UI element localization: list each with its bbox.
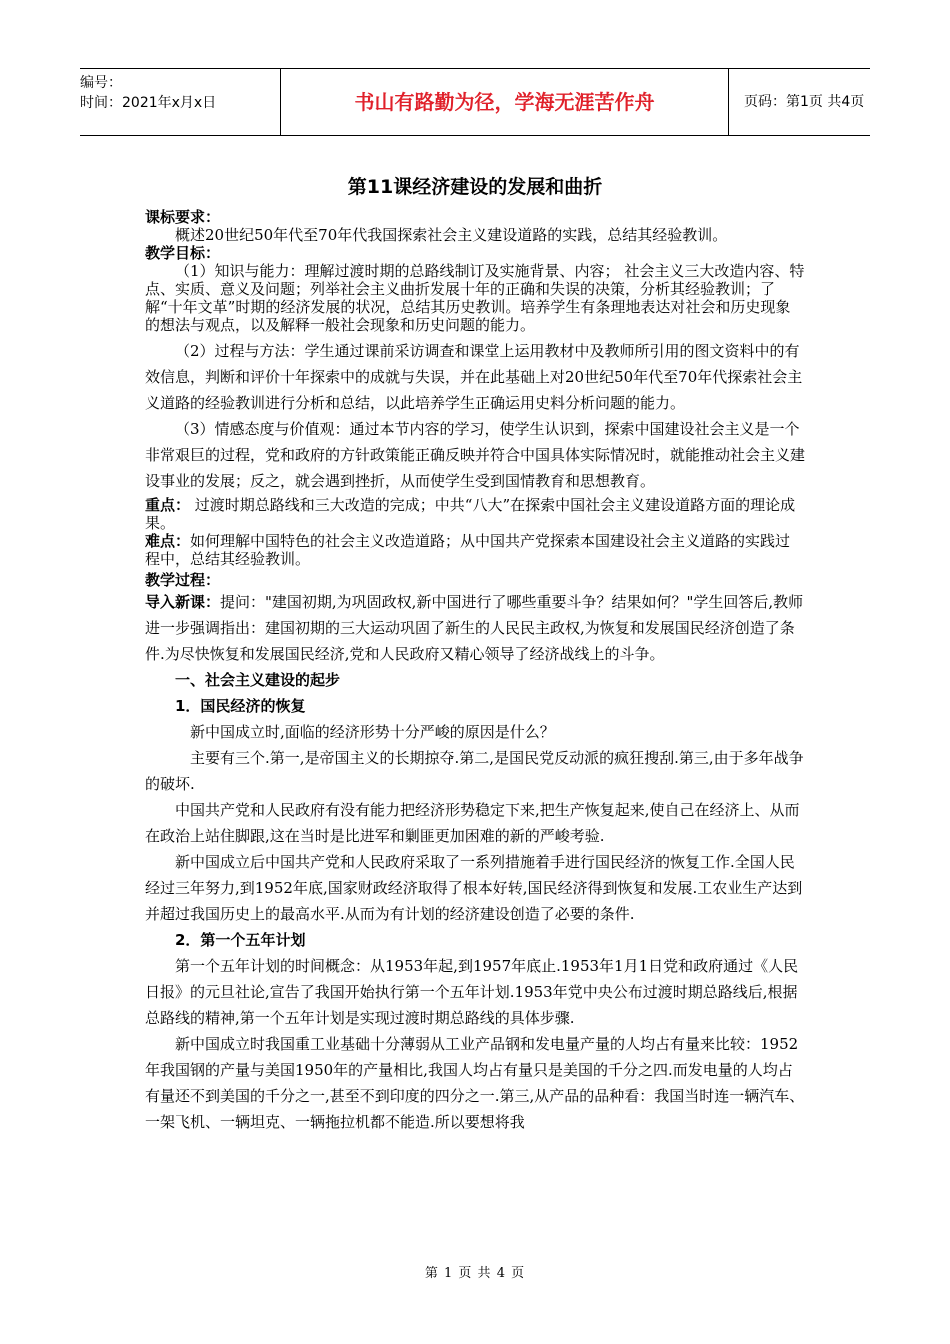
goal-attitude: （3）情感态度与价值观：通过本节内容的学习，使学生认识到，探索中国建设社会主义是一个非常艰巨的过程，党和政府的方针政策能正确反映并符合中国具体实际情况时，就能推动社会主义建设事业的发展；反之，就会遇到挫折，从而使学生受到国情教育和思想教育。 (145, 420, 806, 490)
page-footer: 第 1 页 共 4 页 (424, 1266, 526, 1281)
process-heading: 教学过程： (145, 571, 221, 589)
difficult-label: 难点： (145, 532, 191, 550)
date-label: 时间：2021年x月x日 (80, 95, 217, 111)
difficult-text: 如何理解中国特色的社会主义改造道路；从中国共产党探索本国建设社会主义道路的实践过程中，总结其经验教训。 (145, 532, 791, 568)
code-label: 编号： (80, 75, 122, 91)
goal-process: （2）过程与方法：学生通过课前采访调查和课堂上运用教材中及教师所引用的图文资料中的有效信息，判断和评价十年探索中的成就与失误，并在此基础上对20世纪50年代至70年代探索社会主义道路的经验教训进行分析和总结，以此培养学生正确运用史料分析问题的能力。 (145, 342, 803, 412)
key-label: 重点： (145, 496, 191, 514)
curriculum-text: 概述20世纪50年代至70年代我国探索社会主义建设道路的实践，总结其经验教训。 (175, 226, 728, 244)
page-title: 第11课经济建设的发展和曲折 (347, 176, 603, 198)
paragraph: 新中国成立后中国共产党和人民政府采取了一系列措施着手进行国民经济的恢复工作.全国人民经过三年努力,到1952年底,国家财政经济取得了根本好转,国民经济得到恢复和发展.工农业生产达到并超过我国历史上的最高水平.从而为有计划的经济建设创造了必要的条件. (145, 853, 803, 923)
key-points (145, 496, 805, 532)
paragraph: 新中国成立时,面临的经济形势十分严峻的原因是什么？ (190, 723, 555, 741)
part-heading: 一、社会主义建设的起步 (175, 671, 341, 689)
paragraph: 新中国成立时我国重工业基础十分薄弱从工业产品钢和发电量产量的人均占有量来比较：1952年我国钢的产量与美国1950年的产量相比,我国人均占有量只是美国的千分之四.而发电量的人均占有量还不到美国的千分之一,甚至不到印度的四分之一.第三,从产品的品种看：我国当时连一辆汽车、一架飞机、一辆坦克、一辆拖拉机都不能造.所以要想将我 (145, 1035, 805, 1131)
goals-heading: 教学目标： (145, 244, 221, 262)
intro-text: 提问："建国初期,为巩固政权,新中国进行了哪些重要斗争？结果如何？"学生回答后,教师进一步强调指出：建国初期的三大运动巩固了新生的人民民主政权,为恢复和发展国民经济创造了条件.为尽快恢复和发展国民经济,党和人民政府又精心领导了经济战线上的斗争。 (145, 593, 804, 663)
document-body (145, 208, 805, 1135)
document-header (80, 68, 870, 136)
paragraph: 主要有三个.第一,是帝国主义的长期掠夺.第二,是国民党反动派的疯狂搜刮.第三,由于多年战争的破坏. (145, 749, 804, 793)
intro-paragraph (145, 589, 805, 667)
intro-label: 导入新课： (145, 593, 221, 611)
header-meta (80, 69, 278, 139)
difficult-points (145, 532, 805, 568)
key-text: 过渡时期总路线和三大改造的完成；中共“八大”在探索中国社会主义建设道路方面的理论成果。 (145, 496, 796, 532)
subsection-heading: 1．国民经济的恢复 (175, 697, 306, 715)
goal-knowledge: （1）知识与能力：理解过渡时期的总路线制订及实施背景、内容； 社会主义三大改造内容、特点、实质、意义及问题；列举社会主义曲折发展十年的正确和失误的决策，分析其经验教训；了解“十年文革”时期的经济发展的状况，总结其历史教训。培养学生有条理地表达对社会和历史现象的想法与观点，以及解释一般社会现象和历史问题的能力。 (145, 262, 805, 334)
paragraph: 中国共产党和人民政府有没有能力把经济形势稳定下来,把生产恢复起来,使自己在经济上、从而在政治上站住脚跟,这在当时是比进军和剿匪更加困难的新的严峻考验. (145, 801, 800, 845)
header-motto: 书山有路勤为径，学海无涯苦作舟 (280, 69, 729, 135)
paragraph: 第一个五年计划的时间概念：从1953年起,到1957年底止.1953年1月1日党和政府通过《人民日报》的元旦社论,宣告了我国开始执行第一个五年计划.1953年党中央公布过渡时期总路线后,根据总路线的精神,第一个五年计划是实现过渡时期总路线的具体步骤. (145, 957, 799, 1027)
header-page-label: 页码：第1页 共4页 (744, 94, 865, 110)
subsection-heading: 2．第一个五年计划 (175, 931, 306, 949)
curriculum-heading: 课标要求： (145, 208, 221, 226)
